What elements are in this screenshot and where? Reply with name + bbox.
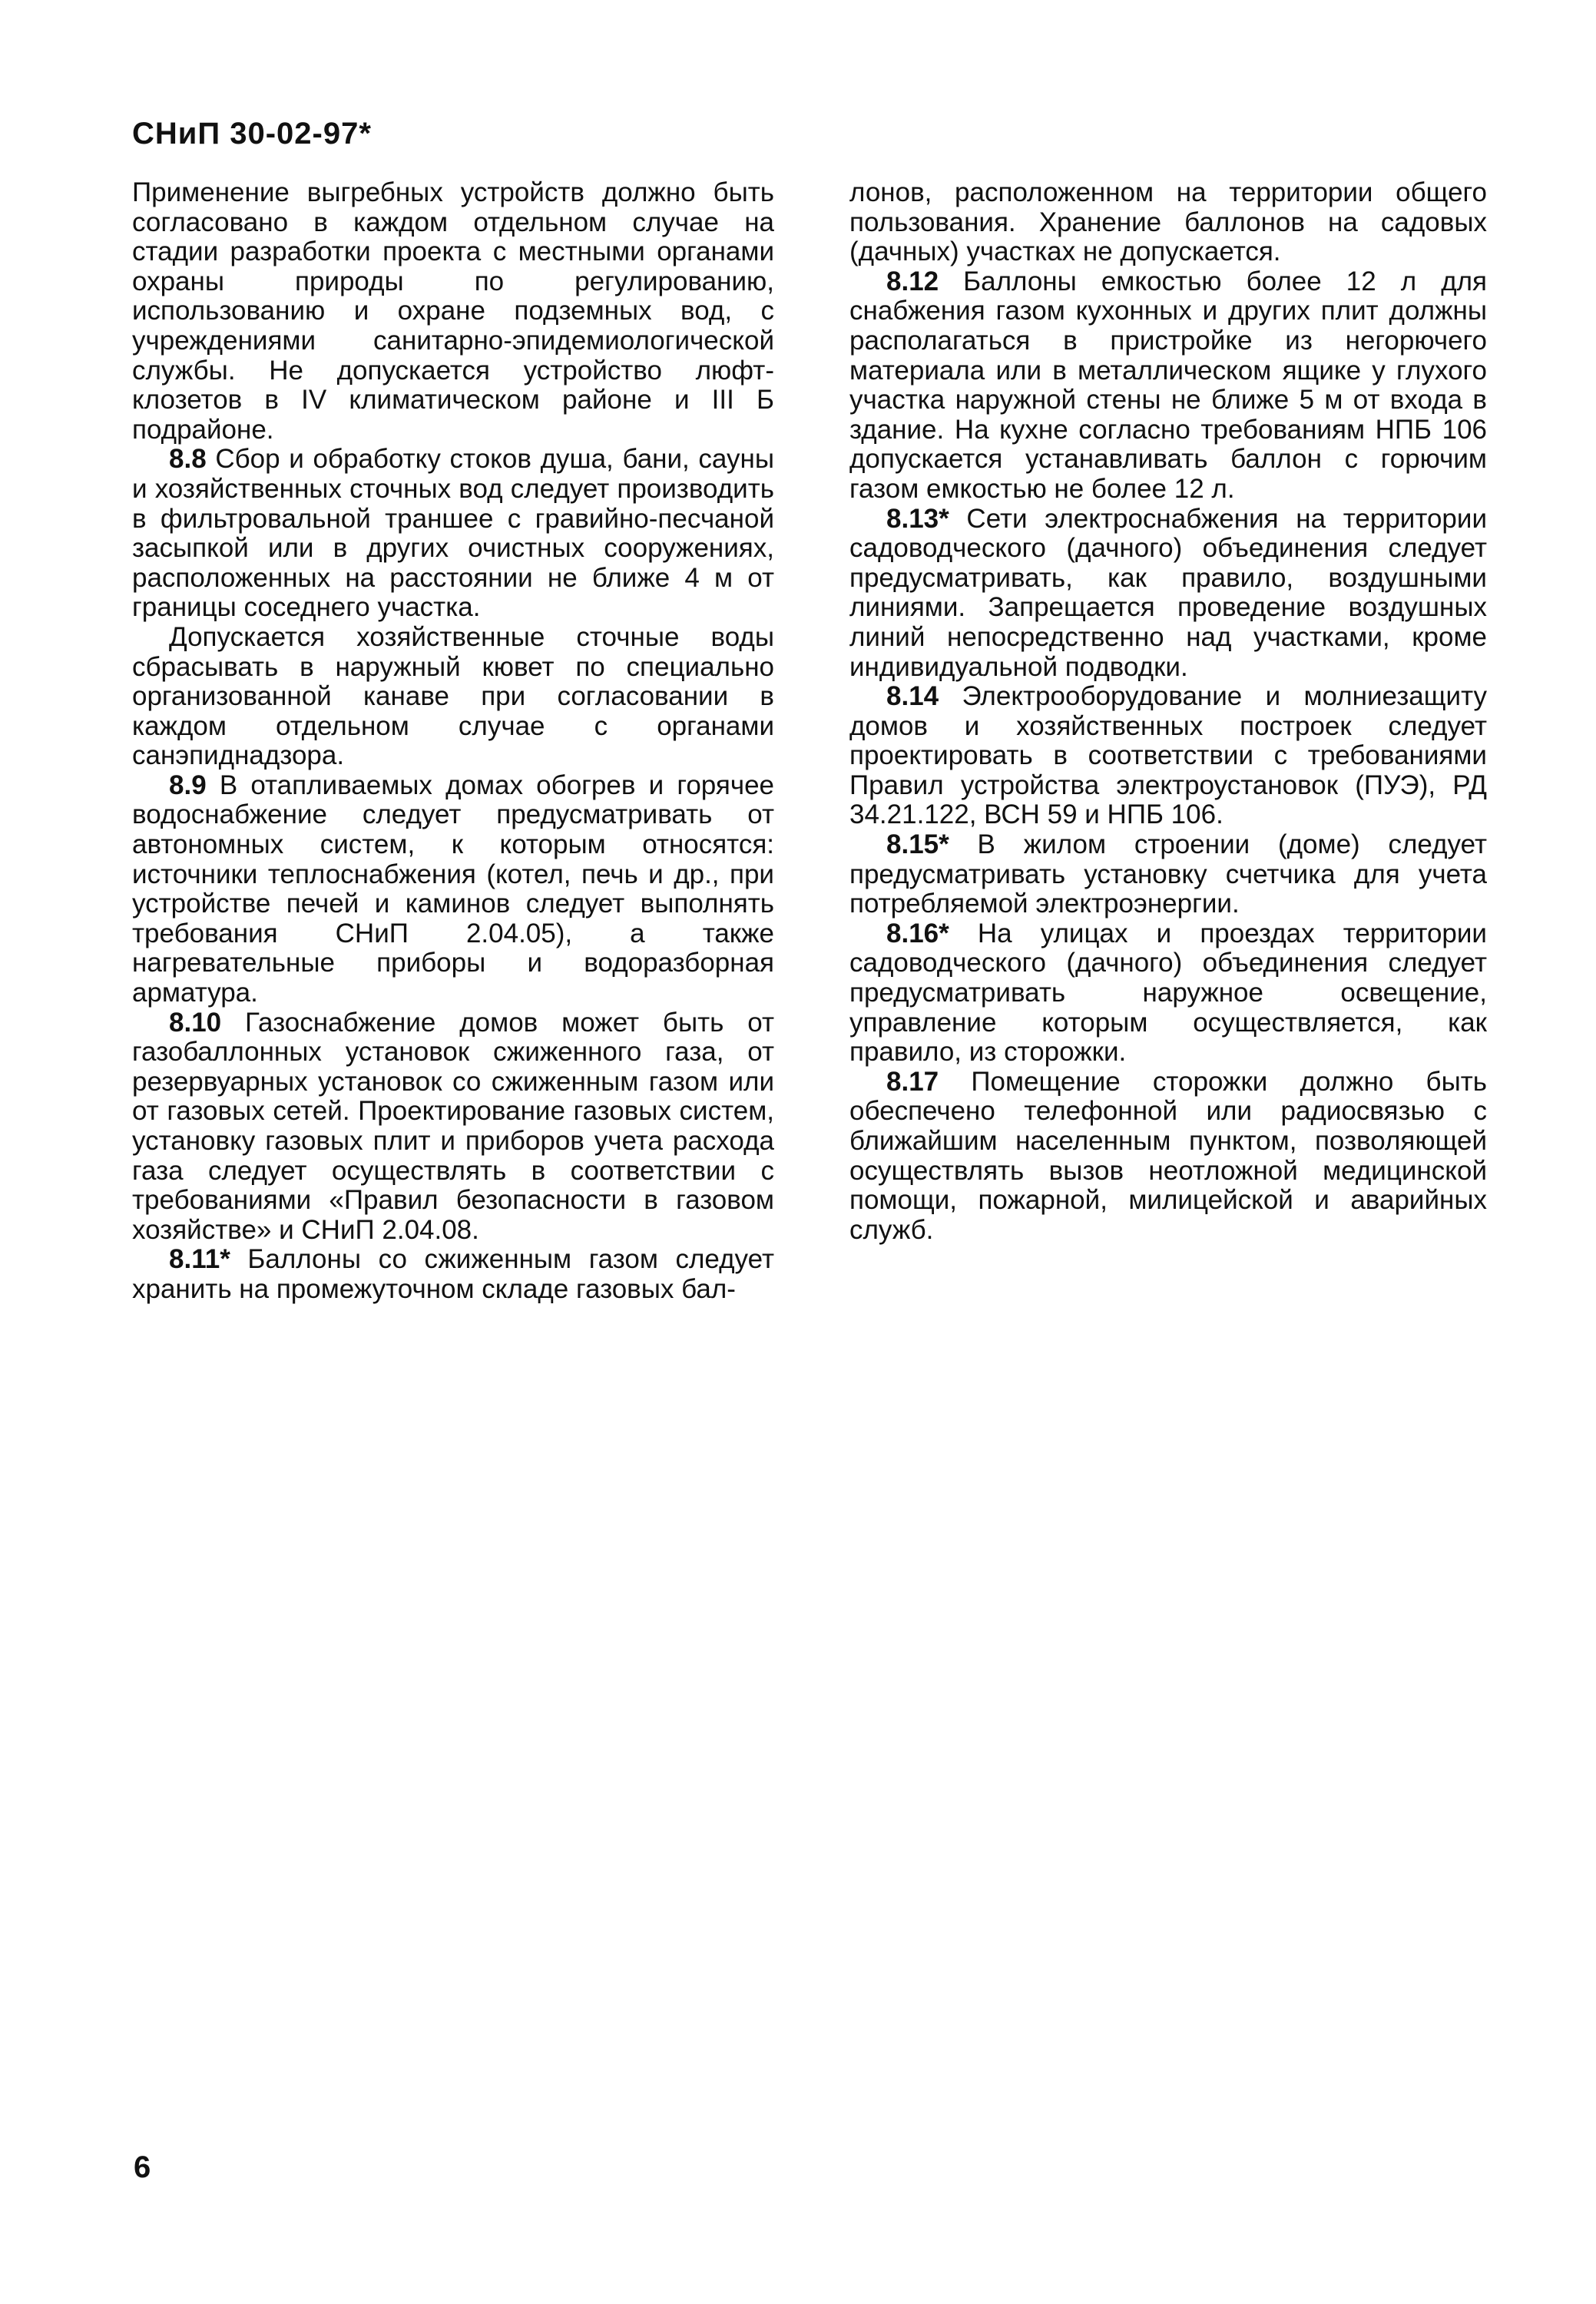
paragraph-text: Баллоны емкостью более 12 л для снабжения газом кухонных и других плит должны располагаться в пристройке из негорючего материала или в металлическом ящике у глухого участка наружной стены не ближе 5 м от входа в здание. На кухне согласно требованиям НПБ 106 допускается устанавливать баллон с горючим газом емкостью не более 12 л. — [849, 266, 1487, 504]
paragraph-8-9 — [132, 771, 774, 1008]
paragraph-8-10 — [132, 1008, 774, 1246]
paragraph-text: Сети электроснабжения на территории садоводческого (дачного) объединения следует предусматривать, как правило, воздушными линиями. Запрещается проведение воздушных линий непосредственно над участками, кроме индивидуальной подводки. — [849, 503, 1487, 682]
clause-number: 8.13* — [886, 503, 949, 534]
paragraph-text: В отапливаемых домах обогрев и горячее водоснабжение следует предусматривать от автономных систем, к которым относятся: источники теплоснабжения (котел, печь и др., при устройстве печей и каминов следует выполнять требования СНиП 2.04.05), а также нагревательные приборы и водоразборная арматура. — [132, 770, 774, 1008]
right-text-column — [849, 178, 1487, 1245]
document-code-header: СНиП 30-02-97* — [132, 117, 372, 151]
paragraph-text: Баллоны со сжиженным газом следует хранить на промежуточном складе газовых бал- — [132, 1244, 774, 1304]
paragraph-8-8 — [132, 445, 774, 623]
clause-number: 8.12 — [886, 266, 939, 296]
page-number: 6 — [134, 2150, 151, 2184]
paragraph-text: Газоснабжение домов может быть от газобаллонных установок сжиженного газа, от резервуарных установок со сжиженным газом или от газовых сетей. Проектирование газовых систем, установку газовых плит и приборов учета расхода газа следует осуществлять в соответствии с требованиями «Правил безопасности в газовом хозяйстве» и СНиП 2.04.08. — [132, 1007, 774, 1245]
paragraph-8-8-addendum — [132, 623, 774, 771]
clause-number: 8.14 — [886, 681, 939, 712]
paragraph-text: Применение выгребных устройств должно быть согласовано в каждом отдельном случае на стадии разработки проекта с местными органами охраны природы по регулированию, использованию и охране подземных вод, с учреждениями санитарно-эпидемиологической службы. Не допускается устройство люфт-клозетов в IV климатическом районе и III Б подрайоне. — [132, 177, 774, 445]
paragraph-text: На улицах и проездах территории садоводческого (дачного) объединения следует предусматривать наружное освещение, управление которым осуществляется, как правило, из сторожки. — [849, 918, 1487, 1068]
paragraph-8-14 — [849, 682, 1487, 830]
paragraph-8-17 — [849, 1068, 1487, 1246]
left-text-column — [132, 178, 774, 1305]
paragraph-text: Электрооборудование и молниезащиту домов и хозяйственных построек следует проектировать в соответствии с требованиями Правил устройства электроустановок (ПУЭ), РД 34.21.122, ВСН 59 и НПБ 106. — [849, 681, 1487, 830]
paragraph-text: лонов, расположенном на территории общего пользования. Хранение баллонов на садовых (дачных) участках не допускается. — [849, 177, 1487, 267]
paragraph-8-15 — [849, 830, 1487, 919]
paragraph-continuation — [849, 178, 1487, 267]
clause-number: 8.10 — [169, 1007, 222, 1038]
clause-number: 8.8 — [169, 444, 207, 475]
clause-number: 8.16* — [886, 918, 949, 948]
paragraph-continuation — [132, 178, 774, 445]
clause-number: 8.15* — [886, 829, 949, 860]
paragraph-text: Допускается хозяйственные сточные воды сбрасывать в наружный кювет по специально организованной канаве при согласовании в каждом отдельном случае с органами санэпиднадзора. — [132, 621, 774, 771]
paragraph-text: Сбор и обработку стоков душа, бани, сауны и хозяйственных сточных вод следует производить в фильтровальной траншее с гравийно-песчаной засыпкой или в других очистных сооружениях, расположенных на расстоянии не ближе 4 м от границы соседнего участка. — [132, 444, 774, 623]
paragraph-text: Помещение сторожки должно быть обеспечено телефонной или радиосвязью с ближайшим населенным пунктом, позволяющей осуществлять вызов неотложной медицинской помощи, пожарной, милицейской и аварийных служб. — [849, 1066, 1487, 1245]
paragraph-8-13 — [849, 505, 1487, 683]
paragraph-8-16 — [849, 919, 1487, 1068]
clause-number: 8.11* — [169, 1244, 230, 1275]
paragraph-text: В жилом строении (доме) следует предусматривать установку счетчика для учета потребляемой электроэнергии. — [849, 829, 1487, 919]
paragraph-8-12 — [849, 267, 1487, 505]
clause-number: 8.17 — [886, 1066, 939, 1097]
clause-number: 8.9 — [169, 770, 207, 800]
paragraph-8-11 — [132, 1245, 774, 1304]
